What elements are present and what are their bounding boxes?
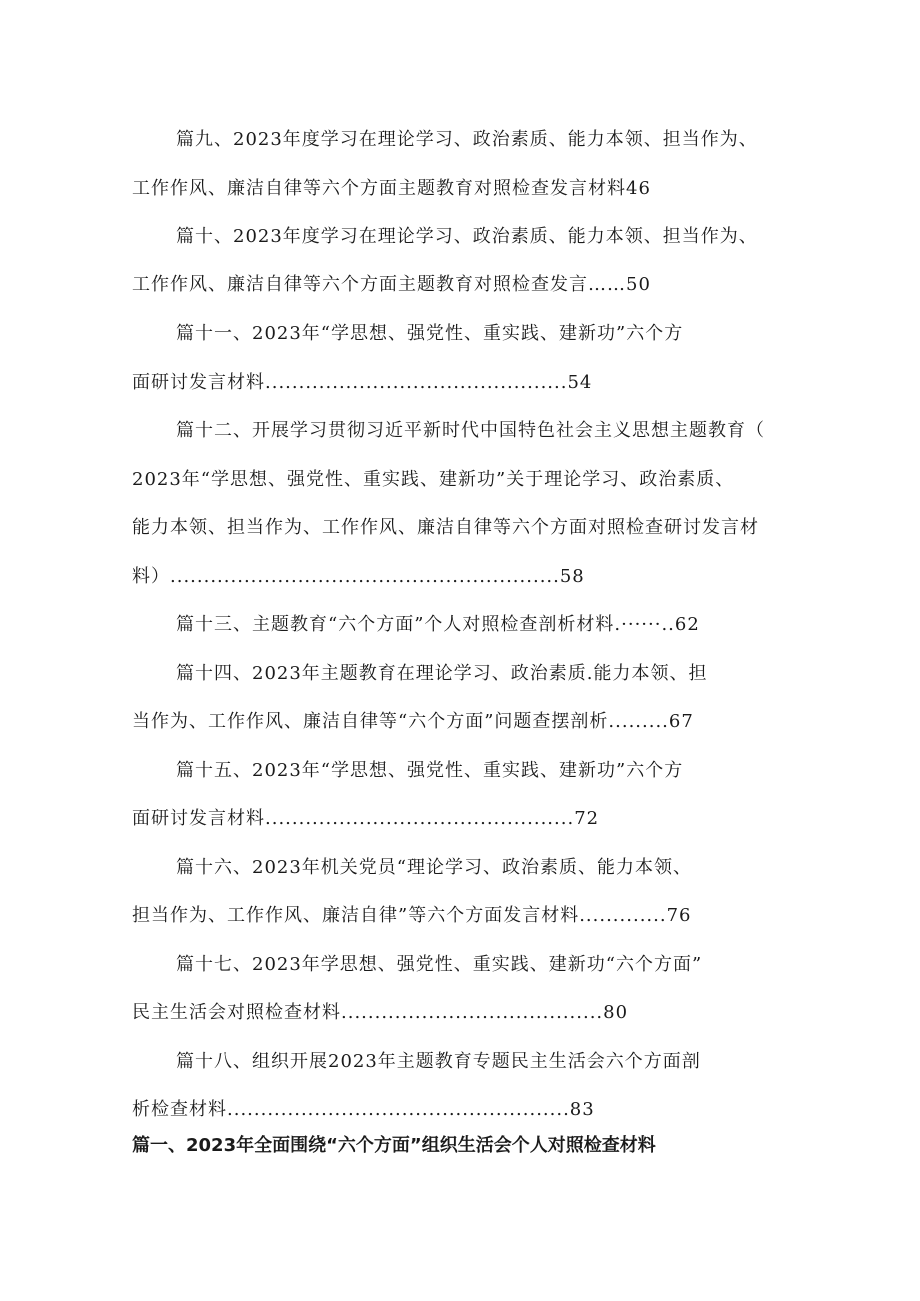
toc-entry-14-line-1: 篇十四、2023年主题教育在理论学习、政治素质.能力本领、担 — [176, 663, 708, 684]
toc-entry-10-line-1: 篇十、2023年度学习在理论学习、政治素质、能力本领、担当作为、 — [176, 226, 758, 247]
toc-entry-17-line-2: 民主生活会对照检查材料.......................................80 — [132, 1002, 629, 1023]
toc-entry-12-line-2: 2023年“学思想、强党性、重实践、建新功”关于理论学习、政治素质、 — [132, 469, 735, 490]
toc-entry-12-line-4: 料）..........................................................58 — [132, 566, 585, 587]
toc-entry-18-line-2: 析检查材料...................................................83 — [132, 1099, 595, 1120]
toc-entry-11-line-1: 篇十一、2023年“学思想、强党性、重实践、建新功”六个方 — [176, 323, 684, 344]
toc-entry-9-line-2: 工作作风、廉洁自律等六个方面主题教育对照检查发言材料46 — [132, 178, 651, 199]
section-heading: 篇一、2023年全面围绕“六个方面”组织生活会个人对照检查材料 — [132, 1135, 656, 1156]
toc-entry-16-line-1: 篇十六、2023年机关党员“理论学习、政治素质、能力本领、 — [176, 857, 693, 878]
toc-entry-12-line-3: 能力本领、担当作为、工作作风、廉洁自律等六个方面对照检查研讨发言材 — [132, 517, 759, 538]
toc-entry-14-line-2: 当作为、工作作风、廉洁自律等“六个方面”问题查摆剖析.........67 — [132, 711, 694, 732]
toc-entry-15-line-1: 篇十五、2023年“学思想、强党性、重实践、建新功”六个方 — [176, 760, 684, 781]
toc-entry-10-line-2: 工作作风、廉洁自律等六个方面主题教育对照检查发言……50 — [132, 274, 651, 295]
toc-entry-11-line-2: 面研讨发言材料.............................................54 — [132, 372, 593, 393]
toc-entry-17-line-1: 篇十七、2023年学思想、强党性、重实践、建新功“六个方面” — [176, 954, 703, 975]
toc-entry-18-line-1: 篇十八、组织开展2023年主题教育专题民主生活会六个方面剖 — [176, 1051, 701, 1072]
toc-entry-9-line-1: 篇九、2023年度学习在理论学习、政治素质、能力本领、担当作为、 — [176, 129, 758, 150]
toc-entry-13-line-1: 篇十三、主题教育“六个方面”个人对照检查剖析材料.······..62 — [176, 614, 700, 635]
toc-entry-16-line-2: 担当作为、工作作风、廉洁自律”等六个方面发言材料.............76 — [132, 905, 692, 926]
toc-entry-12-line-1: 篇十二、开展学习贯彻习近平新时代中国特色社会主义思想主题教育（ — [176, 420, 765, 441]
toc-entry-15-line-2: 面研讨发言材料..............................................72 — [132, 808, 600, 829]
